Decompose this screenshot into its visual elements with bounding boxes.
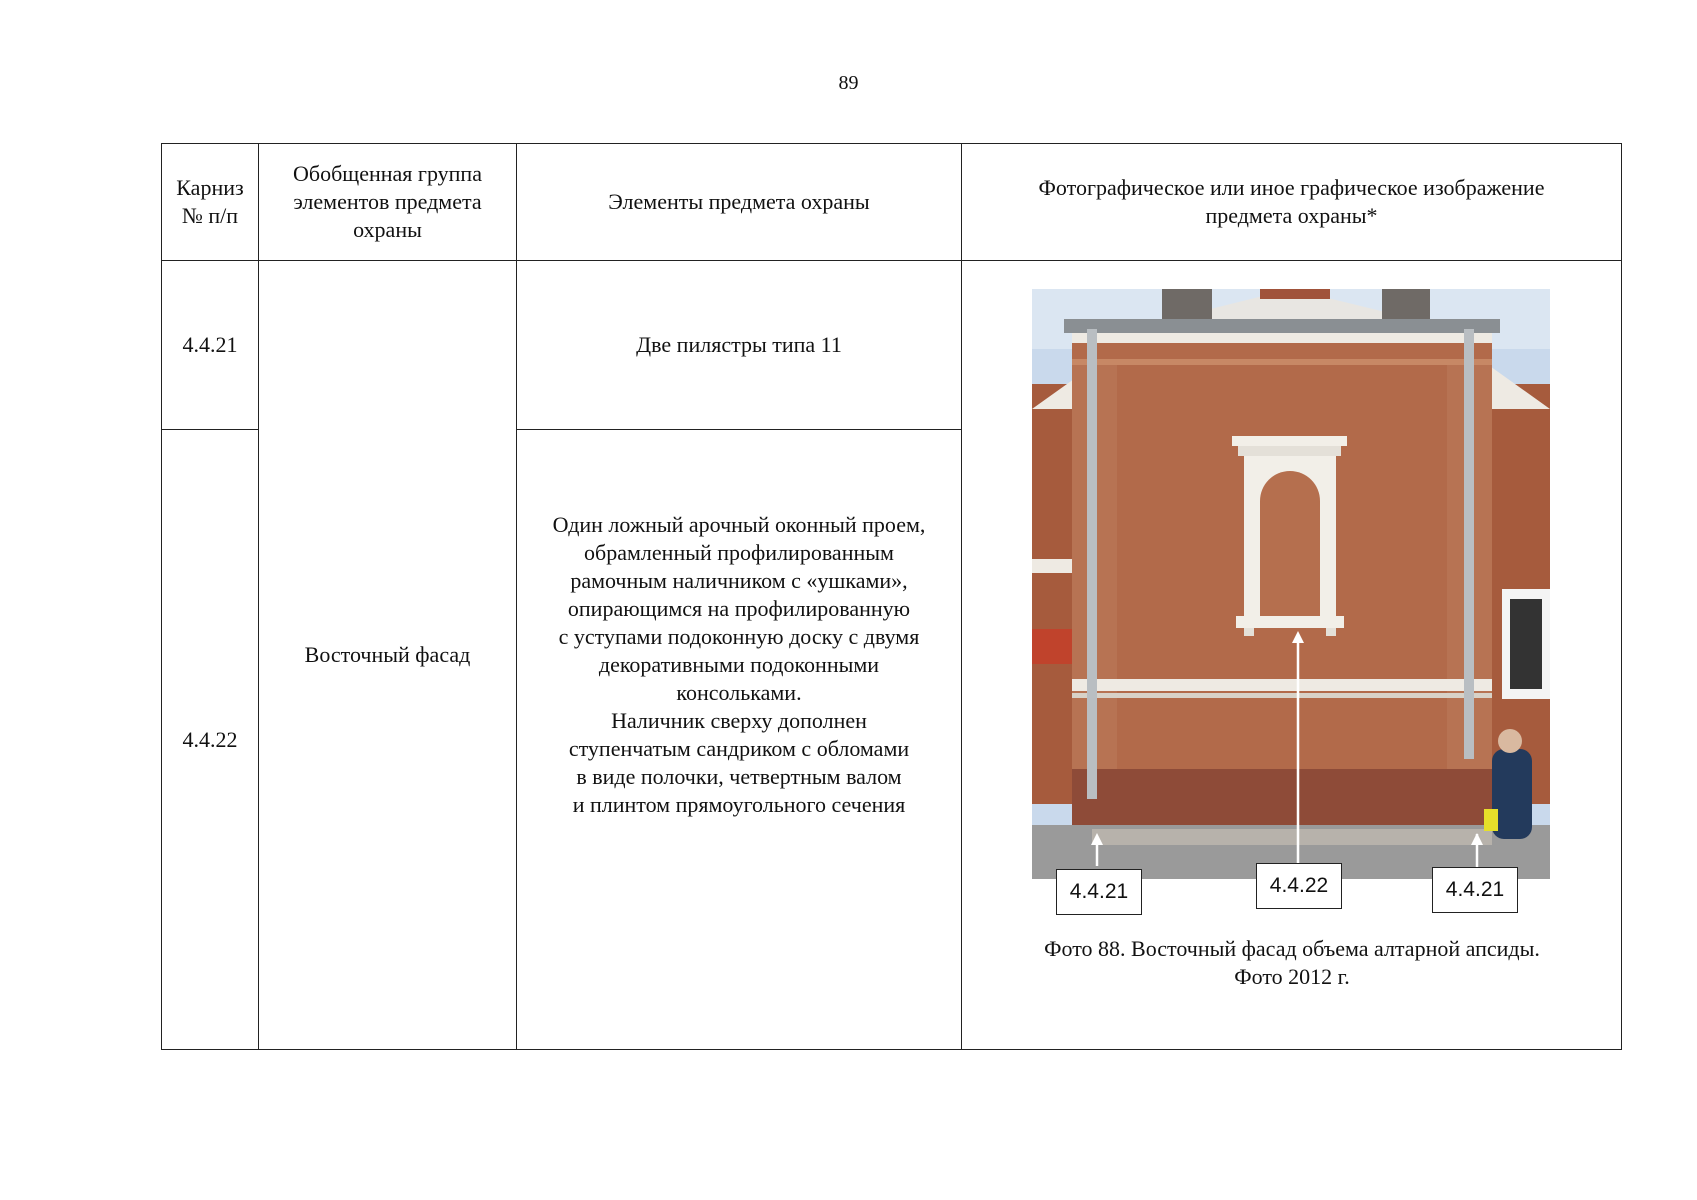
facade-photo xyxy=(1032,289,1550,879)
table-row xyxy=(162,261,1622,430)
element-line: Один ложный арочный оконный проем, xyxy=(552,511,926,537)
caption-line: Фото 2012 г. xyxy=(1234,964,1350,989)
element-line: в виде полочки, четвертным валом xyxy=(576,763,902,789)
element-line: опирающимся на профилированную xyxy=(567,595,911,621)
photo-callout: 4.4.21 xyxy=(1056,869,1142,915)
photo-block xyxy=(962,289,1622,1049)
element-line: Наличник сверху дополнен xyxy=(611,707,867,733)
protection-table xyxy=(161,143,1622,1050)
element-line: декоративными подоконными xyxy=(598,651,880,677)
group-cell: Восточный фасад xyxy=(259,261,517,1050)
element-line: консольками. xyxy=(676,679,802,705)
element-cell: Две пилястры типа 11 xyxy=(517,261,962,430)
element-line: рамочным наличником с «ушками», xyxy=(570,567,908,593)
header-group: Обобщенная группа элементов предмета охраны xyxy=(259,144,517,261)
photo-callout: 4.4.22 xyxy=(1256,863,1342,909)
element-line: и плинтом прямоугольного сечения xyxy=(572,791,906,817)
row-num: 4.4.22 xyxy=(162,430,259,1050)
element-line: обрамленный профилированным xyxy=(584,539,894,565)
photo-cell xyxy=(962,261,1622,1050)
page-number: 89 xyxy=(838,72,859,94)
table-header-row xyxy=(162,144,1622,261)
row-num: 4.4.21 xyxy=(162,261,259,430)
header-num: Карниз № п/п xyxy=(162,144,259,261)
photo-callout: 4.4.21 xyxy=(1432,867,1518,913)
photo-caption xyxy=(962,935,1622,991)
element-line: с уступами подоконную доску с двумя xyxy=(558,623,920,649)
header-elements: Элементы предмета охраны xyxy=(517,144,962,261)
element-line: ступенчатым сандриком с обломами xyxy=(568,735,910,761)
caption-line: Фото 88. Восточный фасад объема алтарной апсиды. xyxy=(1044,936,1540,961)
element-cell xyxy=(517,430,962,1050)
header-photo: Фотографическое или иное графическое изображение предмета охраны* xyxy=(962,144,1622,261)
